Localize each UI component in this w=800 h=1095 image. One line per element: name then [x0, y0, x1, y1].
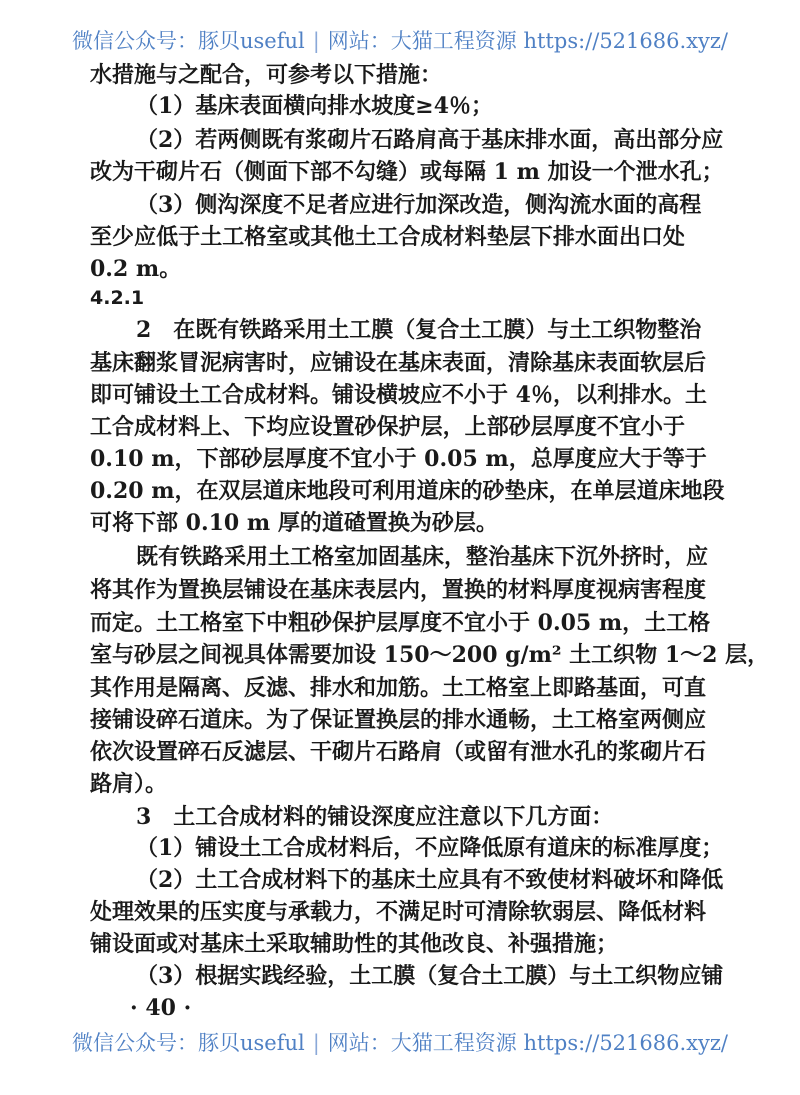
- text-line: 将其作为置换层铺设在基床表层内，置换的材料厚度视病害程度: [90, 577, 707, 603]
- section-heading: 4.2.1: [90, 287, 145, 309]
- watermark-separator: |: [312, 1031, 320, 1055]
- watermark-top: [0, 26, 800, 56]
- text-line: 室与砂层之间视具体需要加设 150～200 g/m² 土工织物 1～2 层，: [90, 642, 770, 668]
- text-line: 改为干砌片石（侧面下部不勾缝）或每隔 1 m 加设一个泄水孔；: [90, 159, 724, 185]
- text-line: 其作用是隔离、反滤、排水和加筋。土工格室上即路基面，可直: [90, 675, 707, 701]
- watermark-wechat: 微信公众号：豚贝useful: [71, 29, 305, 53]
- watermark-wechat: 微信公众号：豚贝useful: [71, 1031, 305, 1055]
- text-line: （3）根据实践经验，土工膜（复合土工膜）与土工织物应铺: [136, 963, 724, 989]
- text-line: 2 在既有铁路采用土工膜（复合土工膜）与土工织物整治: [136, 317, 702, 343]
- text-line: （2）土工合成材料下的基床土应具有不致使材料破坏和降低: [136, 867, 724, 893]
- text-line: 铺设面或对基床土采取辅助性的其他改良、补强措施；: [90, 931, 619, 957]
- text-line: 即可铺设土工合成材料。铺设横坡应不小于 4％，以利排水。土: [90, 382, 707, 408]
- text-line: 可将下部 0.10 m 厚的道碴置换为砂层。: [90, 510, 498, 536]
- text-line: 既有铁路采用土工格室加固基床，整治基床下沉外挤时，应: [136, 544, 709, 570]
- text-line: 依次设置碎石反滤层、干砌片石路肩（或留有泄水孔的浆砌片石: [90, 739, 707, 765]
- watermark-separator: |: [312, 29, 320, 53]
- text-line: 0.2 m。: [90, 256, 182, 282]
- text-line: 路肩）。: [90, 771, 168, 797]
- text-line: （3）侧沟深度不足者应进行加深改造，侧沟流水面的高程: [136, 192, 702, 218]
- text-line: 接铺设碎石道床。为了保证置换层的排水通畅，土工格室两侧应: [90, 707, 707, 733]
- text-line: （1）铺设土工合成材料后，不应降低原有道床的标准厚度；: [136, 835, 724, 861]
- page-number: · 40 ·: [130, 995, 192, 1021]
- text-line: 处理效果的压实度与承载力，不满足时可清除软弱层、降低材料: [90, 899, 707, 925]
- text-line: 工合成材料上、下均应设置砂保护层，上部砂层厚度不宜小于: [90, 414, 686, 440]
- text-line: （2）若两侧既有浆砌片石路肩高于基床排水面，高出部分应: [136, 127, 724, 153]
- text-line: （1）基床表面横向排水坡度≥4％；: [136, 93, 494, 119]
- text-line: 而定。土工格室下中粗砂保护层厚度不宜小于 0.05 m，土工格: [90, 610, 711, 636]
- text-line: 0.20 m，在双层道床地段可利用道床的砂垫床，在单层道床地段: [90, 478, 725, 504]
- text-line: 3 土工合成材料的铺设深度应注意以下几方面：: [136, 804, 614, 830]
- watermark-website: 网站：大猫工程资源 https://521686.xyz/: [327, 29, 729, 53]
- watermark-website: 网站：大猫工程资源 https://521686.xyz/: [327, 1031, 729, 1055]
- text-line: 基床翻浆冒泥病害时，应铺设在基床表面，清除基床表面软层后: [90, 350, 707, 376]
- text-line: 至少应低于土工格室或其他土工合成材料垫层下排水面出口处: [90, 224, 686, 250]
- watermark-bottom: [0, 1028, 800, 1058]
- text-line: 水措施与之配合，可参考以下措施：: [90, 62, 443, 88]
- text-line: 0.10 m，下部砂层厚度不宜小于 0.05 m，总厚度应大于等于: [90, 446, 707, 472]
